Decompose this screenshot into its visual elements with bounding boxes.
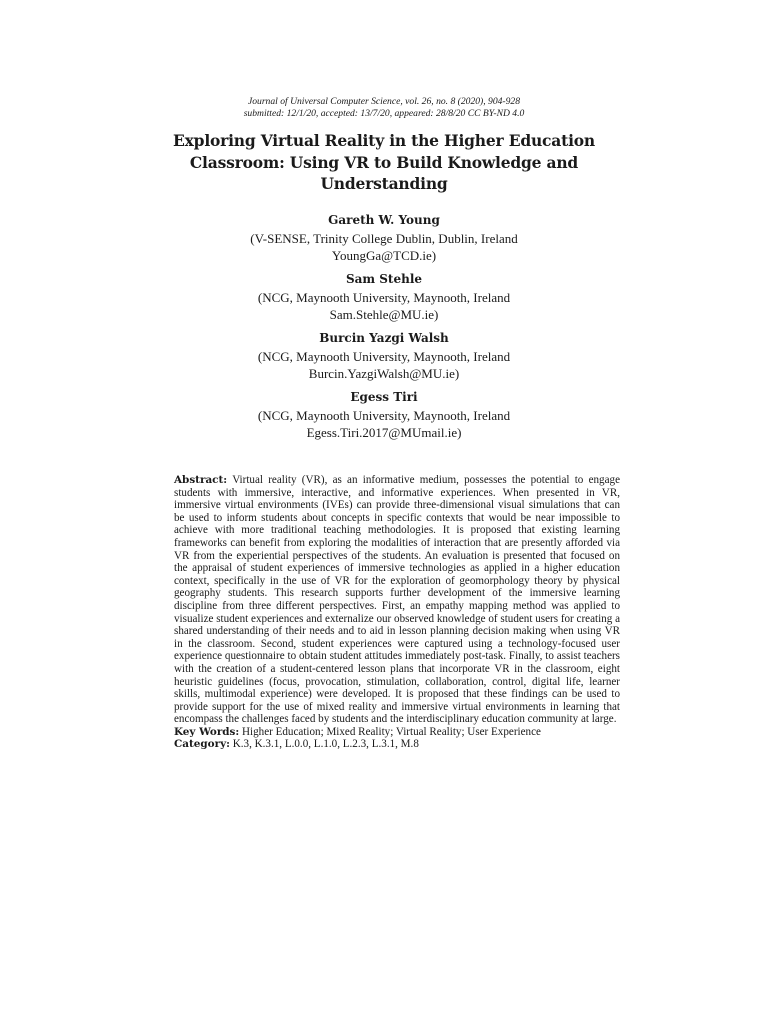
author-name: Gareth W. Young bbox=[328, 213, 440, 227]
abstract-paragraph bbox=[174, 474, 620, 726]
journal-header bbox=[0, 96, 768, 119]
author-affiliation: (NCG, Maynooth University, Maynooth, Ireland bbox=[257, 349, 511, 364]
author-list bbox=[0, 212, 768, 448]
category-text: K.3, K.3.1, L.0.0, L.1.0, L.2.3, L.3.1, M.8 bbox=[232, 738, 419, 751]
category-label: Category: bbox=[174, 738, 230, 751]
author-block bbox=[0, 330, 768, 382]
paper-title: Exploring Virtual Reality in the Higher Education Classroom: Using VR to Build Knowledge and Understanding bbox=[173, 131, 595, 193]
keywords-text: Higher Education; Mixed Reality; Virtual Reality; User Experience bbox=[242, 725, 541, 738]
author-block bbox=[0, 389, 768, 441]
keywords-line bbox=[174, 726, 620, 739]
author-block bbox=[0, 212, 768, 264]
author-email: Sam.Stehle@MU.ie) bbox=[329, 307, 439, 322]
abstract-section bbox=[174, 474, 620, 751]
author-affiliation: (NCG, Maynooth University, Maynooth, Ireland bbox=[257, 290, 511, 305]
abstract-label: Abstract: bbox=[174, 474, 228, 486]
category-line bbox=[174, 738, 620, 751]
abstract-text: Virtual reality (VR), as an informative medium, possesses the potential to engage students with immersive, interactive, and informative experiences. When presented in VR, immersive virtual environments (IVEs) can provide three-dimensional visual simulations that can be used to inform students about concepts in specific contexts that would be near impossible to achieve with more traditional teaching methodologies. It is proposed that existing learning frameworks can benefit from exploring the modalities of interaction that are presently afforded via VR from the experiential perspectives of the students. An evaluation is presented that focused on the appraisal of student experiences of immersive technologies as applied in a higher education context, specifically in the use of VR for the exploration of geomorphology theory by physical geography students. This research supports further development of the immersive learning discipline from three different perspectives. First, an empathy mapping method was applied to visualize student experiences and externalize our observed knowledge of student users for creating a shared understanding of their needs and to aid in lesson planning decision making when using VR in the classroom. Second, student experiences were captured using a technology-focused user experience questionnaire to obtain student attitudes immediately post-task. Finally, to assist teachers with the creation of a student-centered lesson plans that incorporate VR in the classroom, eight heuristic guidelines (focus, provocation, stimulation, collaboration, control, digital life, learner skills, multimodal experience) were developed. It is proposed that these findings can be used to provide support for the use of mixed reality and immersive virtual environments in learning that encompass the challenges faced by students and the interdisciplinary education community at large. bbox=[174, 474, 620, 726]
author-email: Egess.Tiri.2017@MUmail.ie) bbox=[306, 425, 462, 440]
submission-dates: submitted: 12/1/20, accepted: 13/7/20, appeared: 28/8/20 CC BY-ND 4.0 bbox=[243, 107, 525, 119]
author-block bbox=[0, 271, 768, 323]
author-name: Egess Tiri bbox=[350, 390, 418, 404]
keywords-label: Key Words: bbox=[174, 725, 240, 738]
author-affiliation: (NCG, Maynooth University, Maynooth, Ireland bbox=[257, 408, 511, 423]
author-name: Burcin Yazgi Walsh bbox=[319, 331, 449, 345]
author-name: Sam Stehle bbox=[345, 272, 423, 286]
author-email: Burcin.YazgiWalsh@MU.ie) bbox=[308, 366, 460, 381]
journal-citation: Journal of Universal Computer Science, vol. 26, no. 8 (2020), 904-928 bbox=[247, 96, 521, 107]
author-affiliation: (V-SENSE, Trinity College Dublin, Dublin, Ireland bbox=[250, 231, 518, 246]
author-email: YoungGa@TCD.ie) bbox=[331, 248, 437, 263]
